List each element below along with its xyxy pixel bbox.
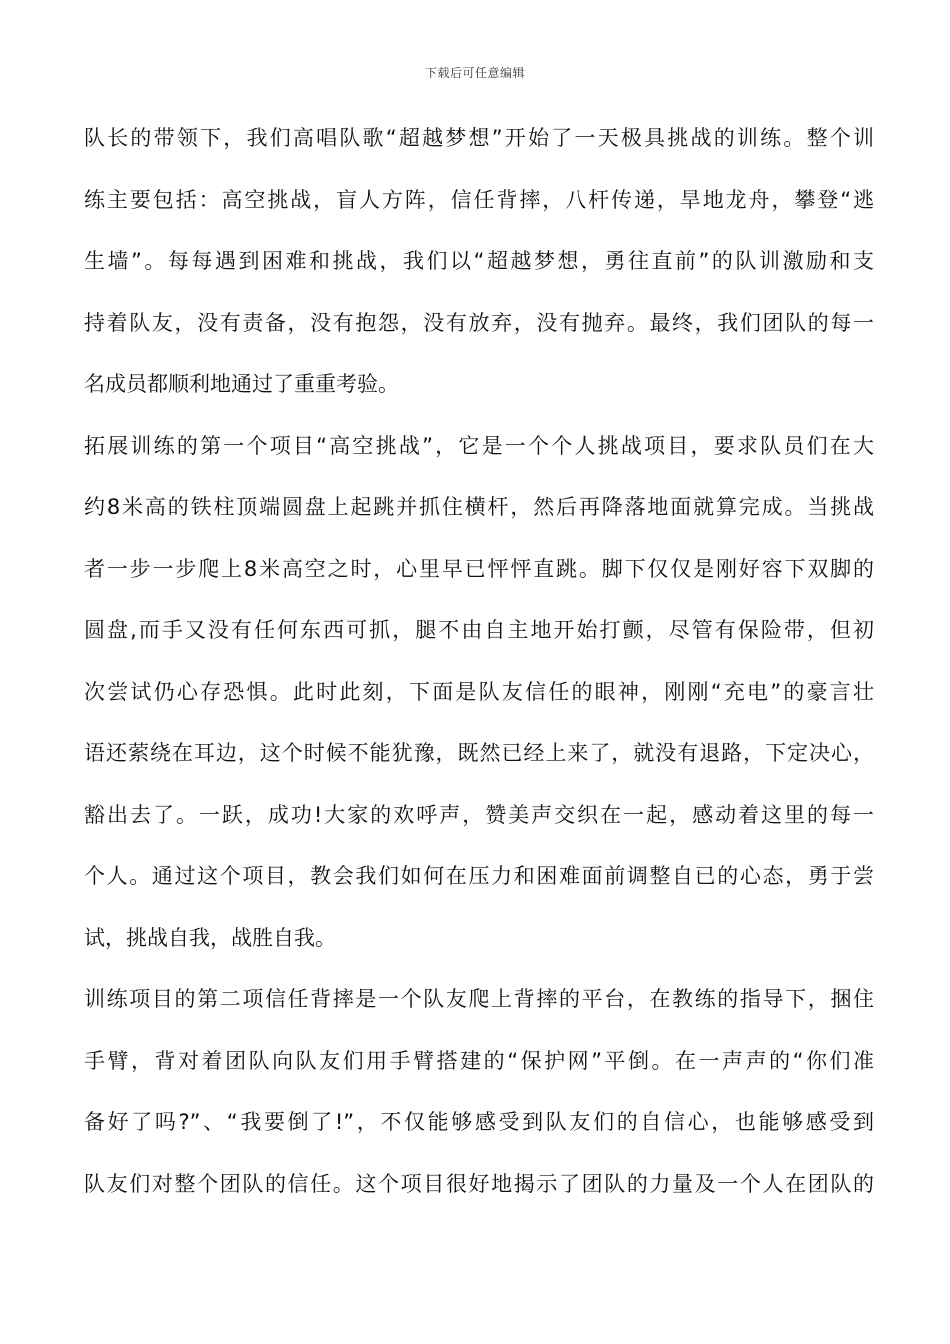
- paragraph-trust-fall: [84, 969, 874, 1215]
- text-line: 约8米高的铁柱顶端圆盘上起跳并抓住横杆，然后再降落地面就算完成。当挑战: [84, 495, 874, 519]
- text-line: 生墙”。每每遇到困难和挑战，我们以“超越梦想，勇往直前”的队训激励和支: [84, 249, 874, 273]
- text-line: 持着队友，没有责备，没有抱怨，没有放弃，没有抛弃。最终，我们团队的每一: [84, 310, 874, 335]
- text-line: 队长的带领下，我们高唱队歌“超越梦想”开始了一天极具挑战的训练。整个训: [84, 126, 874, 150]
- text-line: 个人。通过这个项目，教会我们如何在压力和困难面前调整自已的心态，勇于尝: [84, 864, 874, 888]
- text-line: 圆盘,而手又没有任何东西可抓，腿不由自主地开始打颤，尽管有保险带，但初: [84, 618, 874, 642]
- text-line: 拓展训练的第一个项目“高空挑战”，它是一个个人挑战项目，要求队员们在大: [84, 433, 874, 458]
- text-line: 练主要包括：高空挑战，盲人方阵，信任背摔，八杆传递，旱地龙舟，攀登“逃: [84, 187, 874, 212]
- text-line: 训练项目的第二项信任背摔是一个队友爬上背摔的平台，在教练的指导下，捆住: [84, 987, 874, 1011]
- document-body: [84, 108, 874, 1215]
- header-note: 下载后可任意编辑: [424, 66, 525, 80]
- text-line: 手臂，背对着团队向队友们用手臂搭建的“保护网”平倒。在一声声的“你们准: [84, 1048, 874, 1073]
- text-line: 次尝试仍心存恐惧。此时此刻，下面是队友信任的眼神，刚刚“充电”的豪言壮: [84, 679, 874, 704]
- paragraph-team-training: [84, 108, 874, 416]
- paragraph-high-altitude-challenge: [84, 416, 874, 970]
- text-line: 名成员都顺利地通过了重重考验。: [84, 372, 399, 396]
- text-line: 试，挑战自我，战胜自我。: [84, 925, 336, 950]
- text-line: 队友们对整个团队的信任。这个项目很好地揭示了团队的力量及一个人在团队的: [84, 1171, 874, 1196]
- text-line: 豁出去了。一跃，成功!大家的欢呼声，赞美声交织在一起，感动着这里的每一: [84, 802, 874, 827]
- text-line: 者一步一步爬上8米高空之时，心里早已怦怦直跳。脚下仅仅是刚好容下双脚的: [84, 556, 874, 581]
- text-line: 语还萦绕在耳边，这个时候不能犹豫，既然已经上来了，就没有退路，下定决心，: [84, 741, 874, 765]
- text-line: 备好了吗?”、“我要倒了!”，不仅能够感受到队友们的自信心，也能够感受到: [84, 1110, 874, 1134]
